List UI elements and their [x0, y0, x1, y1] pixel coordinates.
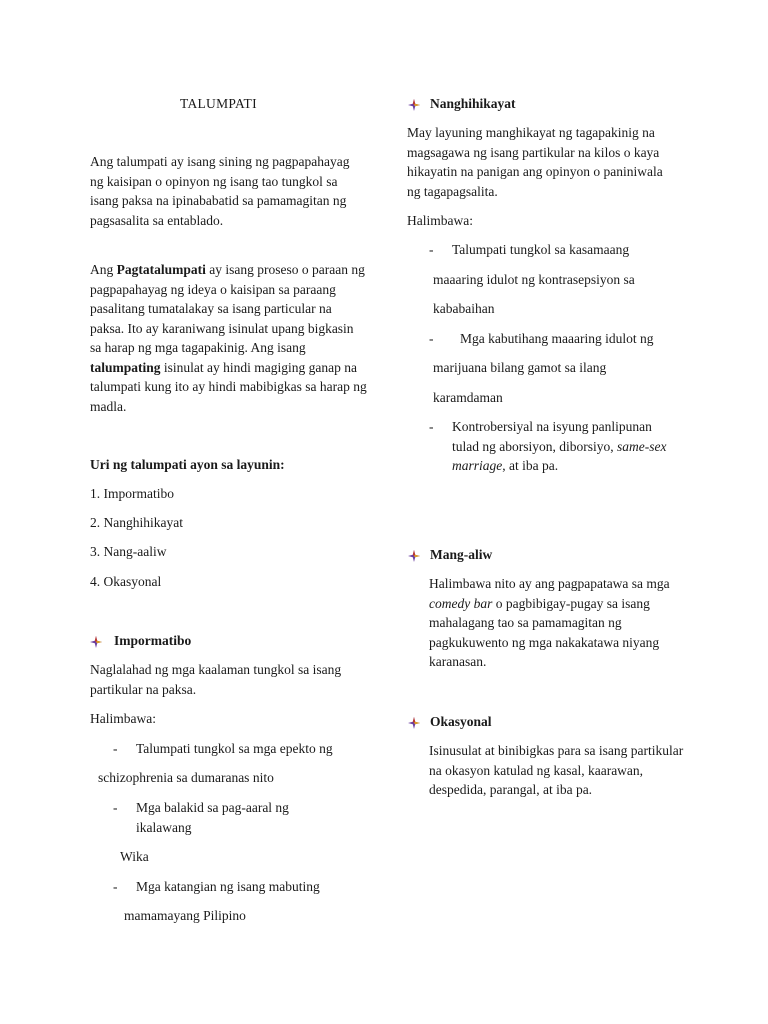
okasyonal-description: Isinusulat at binibigkas para sa isang partikular na okasyon katulad ng kasal, kaarawan, despedida, parangal, at iba pa. [429, 743, 684, 797]
impormatibo-example-1b: schizophrenia sa dumaranas nito [98, 770, 274, 785]
definition-paragraph [90, 260, 368, 416]
definition-text-3: isinulat ay hindi magiging ganap na talumpati kung ito ay hindi mabibigkas sa harap ng madla. [90, 359, 367, 414]
mangaliw-text-2: o pagbibigay-pugay sa isang mahalagang tao sa pamamagitan ng pagkukuwento ng mga nakakatawa niyang karanasan. [429, 595, 660, 669]
nanghihikayat-example-1a: Talumpati tungkol sa kasamaang [452, 242, 630, 257]
nanghihikayat-example-2b: marijuana bilang gamot sa ilang [433, 360, 607, 375]
nanghihikayat-heading: Nanghihikayat [430, 96, 516, 111]
type-item-2: 2. Nanghihikayat [90, 515, 183, 530]
dash-marker: - [113, 879, 118, 894]
okasyonal-heading: Okasyonal [430, 714, 492, 729]
definition-text-1: Ang [90, 262, 117, 277]
definition-term-1: Pagtatalumpati [116, 262, 206, 277]
impormatibo-example-1a: Talumpati tungkol sa mga epekto ng [136, 741, 333, 756]
impormatibo-example-2c: Wika [120, 849, 149, 864]
types-heading: Uri ng talumpati ayon sa layunin: [90, 457, 285, 472]
mangaliw-description [429, 574, 677, 672]
nanghihikayat-example-label: Halimbawa: [407, 213, 473, 228]
four-point-star-bullet-icon [408, 715, 420, 735]
impormatibo-example-label: Halimbawa: [90, 711, 156, 726]
dash-marker: - [429, 242, 434, 257]
dash-marker: - [429, 331, 434, 346]
mangaliw-text-1: Halimbawa nito ay ang pagpapatawa sa mga [429, 576, 670, 591]
mangaliw-italic: comedy bar [429, 595, 493, 611]
four-point-star-bullet-icon [408, 97, 420, 117]
four-point-star-bullet-icon [408, 548, 420, 568]
nanghihikayat-description: May layuning manghikayat ng tagapakinig na magsagawa ng isang partikular na kilos o kaya hikayatin na panigan ang opinyon o paniniwala ng tagapagsalita. [407, 125, 663, 199]
impormatibo-description: Naglalahad ng mga kaalaman tungkol sa isang partikular na paksa. [90, 662, 342, 697]
type-item-4: 4. Okasyonal [90, 574, 162, 589]
impormatibo-heading: Impormatibo [114, 633, 192, 648]
four-point-star-bullet-icon [90, 634, 102, 654]
intro-paragraph: Ang talumpati ay isang sining ng pagpapahayag ng kaisipan o opinyon ng isang tao tungkol sa isang paksa na ipinababatid sa pamamagitan ng pagsasalita sa entablado. [90, 154, 350, 228]
nanghihikayat-example-1b: maaaring idulot ng kontrasepsiyon sa [433, 272, 635, 287]
nanghihikayat-example-3 [452, 417, 678, 476]
dash-marker: - [429, 419, 434, 434]
nanghihikayat-example-3b: , at iba pa. [502, 458, 559, 473]
document-title: TALUMPATI [180, 96, 257, 111]
impormatibo-example-3a: Mga katangian ng isang mabuting [136, 879, 320, 894]
dash-marker: - [113, 800, 118, 815]
nanghihikayat-example-2c: karamdaman [433, 390, 503, 405]
nanghihikayat-example-1c: kababaihan [433, 301, 495, 316]
definition-term-2: talumpating [90, 359, 161, 375]
nanghihikayat-example-2a: Mga kabutihang maaaring idulot ng [460, 331, 654, 346]
type-item-3: 3. Nang-aaliw [90, 544, 167, 559]
impormatibo-example-2b: ikalawang [136, 820, 192, 835]
impormatibo-example-2a: Mga balakid sa pag-aaral ng [136, 800, 289, 815]
nanghihikayat-example-3-italic: same-sex marriage [452, 438, 667, 473]
dash-marker: - [113, 741, 118, 756]
type-item-1: 1. Impormatibo [90, 486, 174, 501]
impormatibo-example-3b: mamamayang Pilipino [124, 908, 246, 923]
nanghihikayat-example-3a: Kontrobersiyal na isyung panlipunan tulad ng aborsiyon, diborsiyo, [452, 419, 652, 454]
mangaliw-heading: Mang-aliw [430, 547, 493, 562]
definition-text-2: ay isang proseso o paraan ng pagpapahayag ng ideya o kaisipan sa paraang pasalitang tumatalakay sa isang particular na paksa. Ito ay karaniwang isinulat upang bigkasin sa harap ng mga tagapakinig. Ang isang [90, 262, 365, 355]
